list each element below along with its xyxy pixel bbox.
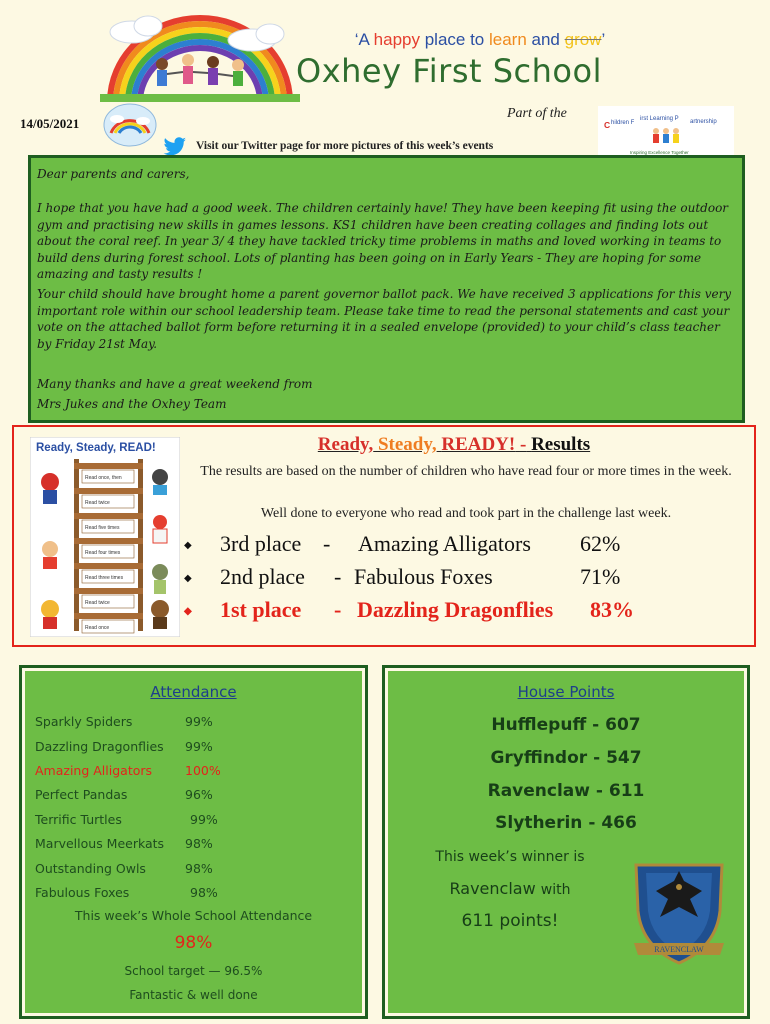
house-row: [388, 781, 744, 801]
attendance-row: [35, 787, 355, 807]
winner-house-name: Ravenclaw: [449, 879, 536, 898]
attendance-row: [35, 836, 355, 856]
class-percent: 100%: [185, 763, 221, 778]
whole-school-attendance-percent: 98%: [174, 933, 213, 953]
house-points-panel: [382, 665, 750, 1019]
twitter-bird-icon[interactable]: [163, 137, 187, 157]
class-name: Sparkly Spiders: [35, 714, 133, 729]
poster-title: Ready, Steady, READ!: [36, 442, 156, 454]
rainbow-header-illustration: [100, 10, 300, 102]
class-name: Terrific Turtles: [35, 812, 122, 827]
ravenclaw-crest-icon: [616, 851, 742, 969]
house-row: [388, 748, 744, 768]
reading-ladder-poster: [30, 437, 180, 637]
result-second-place: [184, 564, 724, 594]
attendance-row: [35, 714, 355, 734]
house-points: 607: [605, 715, 641, 735]
crest-text: RAVENCLAW: [654, 945, 704, 954]
class-percent: 98%: [190, 885, 218, 900]
house-row: [388, 715, 744, 735]
ladder-rung-7: Read once: [85, 625, 110, 631]
house-points: 611: [608, 781, 645, 801]
house-points: 466: [601, 813, 637, 833]
tagline-mid1: place to: [419, 30, 489, 49]
title-dash: -: [519, 434, 527, 455]
diamond-bullet-icon: ◆: [184, 540, 192, 551]
attendance-row-highlight: [35, 763, 355, 783]
tagline-learn: learn: [488, 30, 527, 49]
house-dash: -: [592, 715, 600, 735]
house-dash: -: [595, 781, 603, 801]
place-label: 2nd place: [220, 564, 305, 589]
attendance-row: [35, 739, 355, 759]
letter-greeting: Dear parents and carers,: [37, 167, 190, 181]
place-team: Amazing Alligators: [358, 531, 531, 556]
place-percent: 71%: [580, 564, 621, 589]
house-points: 547: [606, 748, 642, 768]
ladder-rung-5: Read three times: [85, 575, 124, 581]
attendance-panel: [19, 665, 368, 1019]
school-badge-icon: [103, 103, 158, 148]
svg-text:C: C: [604, 120, 611, 130]
attendance-row: [35, 812, 355, 832]
newsletter-date: 14/05/2021: [20, 116, 80, 131]
class-percent: 98%: [185, 861, 213, 876]
class-name: Fabulous Foxes: [35, 885, 130, 900]
ladder-rung-3: Read five times: [85, 525, 120, 531]
tagline-happy: happy: [373, 30, 420, 49]
place-team: Dazzling Dragonflies: [357, 597, 554, 622]
ladder-rung-6: Read twice: [85, 600, 110, 606]
tagline-close: ’: [601, 30, 606, 49]
result-third-place: [184, 531, 724, 561]
attendance-row: [35, 861, 355, 881]
place-dash: -: [334, 597, 342, 622]
ladder-rung-2: Read twice: [85, 500, 110, 506]
house-name: Slytherin: [495, 813, 583, 833]
class-percent: 96%: [185, 787, 213, 802]
attendance-praise: Fantastic & well done: [129, 988, 258, 1002]
place-team: Fabulous Foxes: [354, 564, 493, 589]
title-ready: Ready,: [317, 434, 374, 455]
title-steady: Steady,: [377, 434, 437, 455]
tagline-grow: grow: [564, 30, 602, 49]
place-dash: -: [334, 564, 342, 589]
diamond-bullet-icon: ◆: [184, 573, 192, 584]
house-row: [388, 813, 744, 833]
reading-challenge-results: [12, 425, 756, 647]
class-name: Outstanding Owls: [35, 861, 146, 876]
school-tagline: [300, 30, 660, 50]
tagline-mid2: and: [526, 30, 565, 49]
reading-well-done: Well done to everyone who read and took part in the challenge last week.: [260, 506, 672, 521]
tagline-open: ‘A: [354, 30, 374, 49]
whole-school-attendance-label: This week’s Whole School Attendance: [74, 908, 313, 923]
winner-points: 611 points!: [461, 911, 559, 931]
place-dash: -: [323, 531, 331, 556]
partnership-tagline: Inspiring Excellence Together: [630, 150, 689, 155]
house-dash: -: [588, 813, 596, 833]
svg-text:hildren F: hildren F: [611, 120, 635, 126]
reading-results-title: [184, 434, 724, 456]
diamond-bullet-icon: ◆: [184, 606, 192, 617]
reading-description: The results are based on the number of children who have read four or more times in the week.: [200, 464, 732, 479]
svg-text:irst Learning P: irst Learning P: [640, 116, 679, 122]
headteacher-letter: [28, 155, 745, 423]
place-percent: 62%: [580, 531, 621, 556]
attendance-title: Attendance: [150, 683, 237, 701]
svg-text:artnership: artnership: [690, 119, 717, 125]
class-percent: 99%: [185, 714, 213, 729]
letter-paragraph-2: Your child should have brought home a parent governor ballot pack. We have received 3 applications for this very important role within our school leadership team. Please take time to read the personal statements and cast your vote on the attached ballot form before returning it in a sealed envelope (provided) to your child’s class teacher by Friday 21st May.: [37, 287, 732, 351]
partnership-logo: [598, 106, 734, 158]
letter-signoff-1: Many thanks and have a great weekend from: [37, 377, 313, 392]
twitter-link-text[interactable]: Visit our Twitter page for more pictures of this week’s events: [196, 140, 494, 152]
class-name: Perfect Pandas: [35, 787, 128, 802]
result-first-place: [184, 597, 724, 627]
class-name: Dazzling Dragonflies: [35, 739, 164, 754]
school-name: Oxhey First School: [296, 52, 602, 90]
ladder-rung-4: Read four times: [85, 550, 121, 556]
house-dash: -: [593, 748, 601, 768]
class-percent: 98%: [185, 836, 213, 851]
class-percent: 99%: [190, 812, 218, 827]
title-results: Results: [531, 434, 591, 455]
house-name: Gryffindor: [490, 748, 588, 768]
house-name: Hufflepuff: [491, 715, 587, 735]
place-percent: 83%: [590, 597, 634, 622]
winner-with: with: [540, 882, 571, 898]
title-ready-caps: READY!: [441, 434, 516, 455]
letter-signoff-2: Mrs Jukes and the Oxhey Team: [37, 397, 227, 412]
school-target: School target — 96.5%: [124, 964, 263, 978]
winner-label: This week’s winner is: [435, 849, 585, 865]
place-label: 1st place: [220, 597, 302, 622]
class-name: Marvellous Meerkats: [35, 836, 165, 851]
winner-house: [400, 879, 620, 898]
attendance-row: [35, 885, 355, 905]
house-name: Ravenclaw: [487, 781, 590, 801]
part-of-label: Part of the: [507, 106, 567, 121]
letter-paragraph-1: I hope that you have had a good week. The children certainly have! They have been keeping fit using the outdoor gym and practising new skills in games lessons. KS1 children have been creating collages and finding lots out about the coral reef. In year 3/ 4 they have tackled tricky time problems in maths and loved working in teams to build dens during forest school. Lots of planting has been going on in Early Years - They are hoping for some amazing and tasty results !: [37, 201, 729, 282]
ladder-rung-1: Read once, then: [85, 475, 122, 481]
class-name: Amazing Alligators: [35, 763, 153, 778]
place-label: 3rd place: [220, 531, 302, 556]
house-points-title: House Points: [517, 683, 615, 701]
class-percent: 99%: [185, 739, 213, 754]
